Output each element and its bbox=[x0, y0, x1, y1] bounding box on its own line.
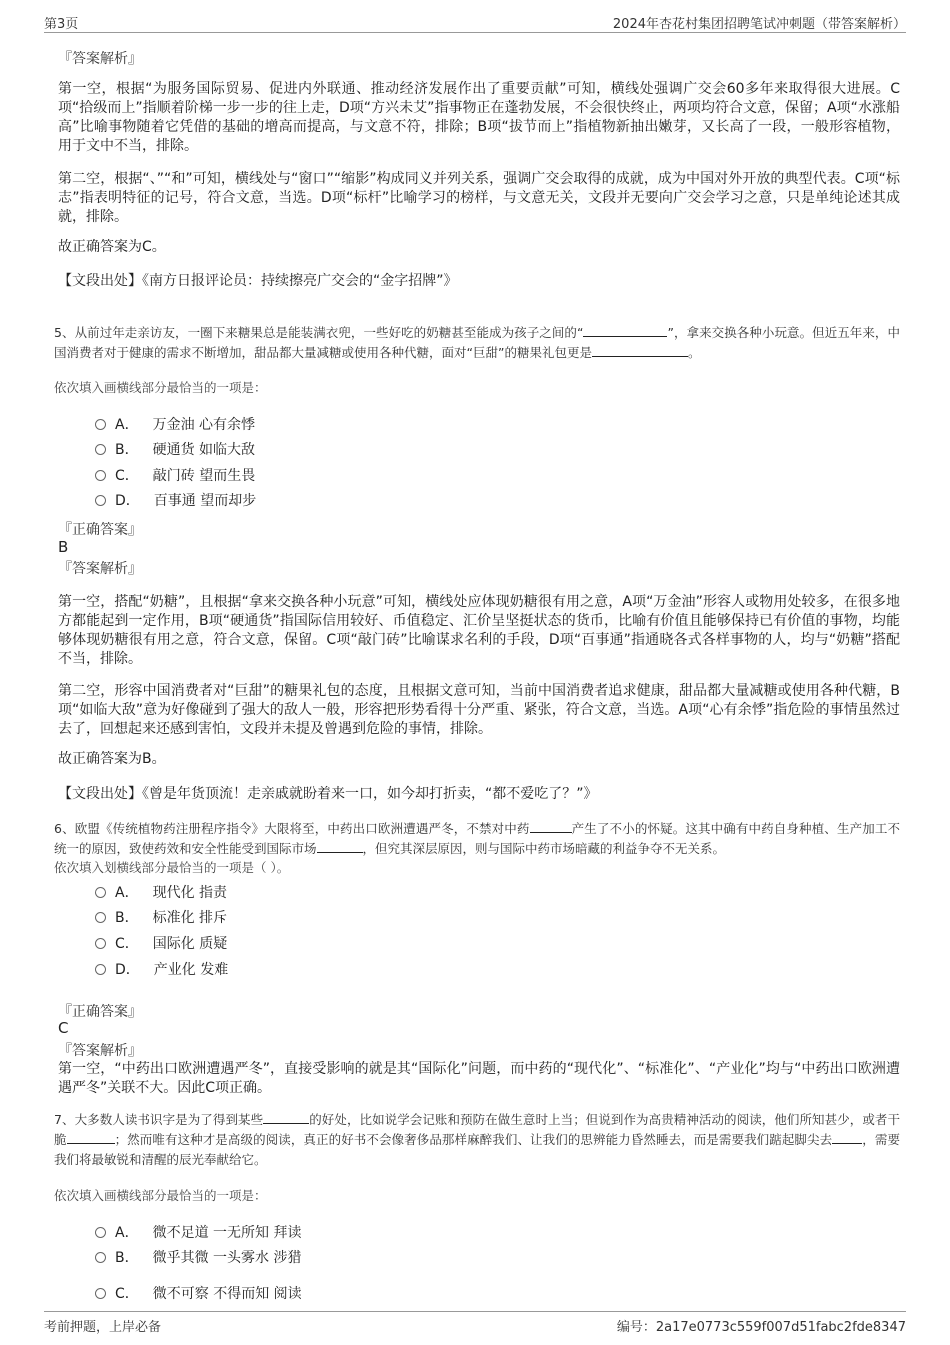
radio-icon[interactable] bbox=[95, 1288, 106, 1299]
radio-icon[interactable] bbox=[95, 1227, 106, 1238]
q7-instruction: 依次填入画横线部分最恰当的一项是： bbox=[54, 1188, 267, 1203]
q6-text-a: 6、欧盟《传统植物药注册程序指令》大限将至，中药出口欧洲遭遇严冬，不禁对中药 bbox=[54, 821, 530, 836]
radio-icon[interactable] bbox=[95, 470, 106, 481]
q6-option-c[interactable]: C． 国际化 质疑 bbox=[95, 933, 227, 953]
q7-option-c[interactable]: C． 微不可察 不得而知 阅读 bbox=[95, 1283, 302, 1303]
q6-question bbox=[54, 819, 900, 859]
radio-icon[interactable] bbox=[95, 1252, 106, 1263]
q5-text-b: ”，拿来交换各种小玩意。但近五年来，中国消费者对于健康的需求不断增加，甜品都大量减糖或使用各种代糖，面对“巨甜”的糖果礼包更是 bbox=[54, 325, 900, 360]
q5-blank-2 bbox=[592, 344, 688, 357]
q5-correct-answer: B bbox=[58, 538, 69, 556]
q5-analysis-p1: 第一空，搭配“奶糖”，且根据“拿来交换各种小玩意”可知，横线处应体现奶糖很有用之意，A项“万金油”形容人或物用处较多，在很多地方都能起到一定作用，B项“硬通货”指国际信用较好、币值稳定、汇价呈坚挺状态的货币，比喻有价值且能够保持已有价值的事物，均能够体现奶糖很有用之意，符合文意，保留。C项“敲门砖”比喻谋求名利的手段，D项“百事通”指通晓各式各样事物的人，均与“奶糖”搭配不当，排除。 bbox=[58, 594, 900, 667]
radio-icon[interactable] bbox=[95, 912, 106, 923]
q5-option-c[interactable]: C． 敲门砖 望而生畏 bbox=[95, 465, 255, 485]
q5-text-c: 。 bbox=[687, 345, 701, 360]
page-footer bbox=[44, 1311, 906, 1334]
q5-analysis-p2: 第二空，形容中国消费者对“巨甜”的糖果礼包的态度，且根据文意可知，当前中国消费者追求健康，甜品都大量减糖或使用各种代糖，B项“如临大敌”意为好像碰到了强大的敌人一般，形容把形势看得十分严重、紧张，符合文意，当选。A项“心有余悸”指危险的事情虽然过去了，回想起来还感到害怕，文段并未提及曾遇到危险的事情，排除。 bbox=[58, 683, 900, 737]
q6-blank-2 bbox=[317, 840, 363, 853]
q7-option-a[interactable]: A． 微不足道 一无所知 拜读 bbox=[95, 1222, 301, 1242]
q4-source: 【文段出处】《南方日报评论员：持续擦亮广交会的“金字招牌”》 bbox=[58, 273, 458, 289]
q7-blank-1 bbox=[263, 1111, 309, 1124]
q6-blank-1 bbox=[530, 820, 572, 833]
q7-text-b: 的好处，比如说学会记账和预防在做生意时上当；但说到作为高贵精神活动的阅读，他们所知甚少，或者干脆 bbox=[54, 1112, 900, 1147]
q5-conclusion: 故正确答案为B。 bbox=[58, 751, 166, 767]
document-title: 2024年杏花村集团招聘笔试冲刺题（带答案解析） bbox=[612, 17, 906, 32]
q4-analysis-p2: 第二空，根据“、”“和”可知，横线处与“窗口”“缩影”构成同义并列关系，强调广交会取得的成就，成为中国对外开放的典型代表。C项“标志”指表明特征的记号，符合文意，当选。D项“标杆”比喻学习的榜样，与文意无关，文段并无要向广交会学习之意，只是单纯论述其成就，排除。 bbox=[58, 171, 900, 225]
q6-option-b[interactable]: B． 标准化 排斥 bbox=[95, 907, 227, 927]
radio-icon[interactable] bbox=[95, 964, 106, 975]
q6-analysis-p1: 第一空，“中药出口欧洲遭遇严冬”，直接受影响的就是其“国际化”问题，而中药的“现代化”、“标准化”、“产业化”均与“中药出口欧洲遭遇严冬”关联不大。因此C项正确。 bbox=[58, 1061, 900, 1096]
radio-icon[interactable] bbox=[95, 419, 106, 430]
q6-analysis-title: 『答案解析』 bbox=[58, 1043, 142, 1059]
footer-slogan: 考前押题，上岸必备 bbox=[44, 1320, 162, 1335]
q5-option-d[interactable]: D． 百事通 望而却步 bbox=[95, 490, 256, 510]
q5-correct-title: 『正确答案』 bbox=[58, 522, 142, 538]
q5-instruction: 依次填入画横线部分最恰当的一项是： bbox=[54, 380, 267, 395]
radio-icon[interactable] bbox=[95, 887, 106, 898]
q7-text-a: 7、大多数人读书识字是为了得到某些 bbox=[54, 1112, 264, 1127]
q6-instruction: 依次填入划横线部分最恰当的一项是（ ）。 bbox=[54, 860, 290, 875]
q4-analysis-p1: 第一空，根据“为服务国际贸易、促进内外联通、推动经济发展作出了重要贡献”可知，横线处强调广交会60多年来取得很大进展。C项“拾级而上”指顺着阶梯一步一步的往上走，D项“方兴未艾”指事物正在蓬勃发展，不会很快终止，两项均符合文意，保留；A项“水涨船高”比喻事物随着它凭借的基础的增高而提高，与文意不符，排除；B项“拔节而上”指植物新抽出嫩芽，又长高了一段，一般形容植物，用于文中不当，排除。 bbox=[58, 81, 900, 154]
q4-analysis-title: 『答案解析』 bbox=[58, 51, 142, 67]
q6-option-d[interactable]: D． 产业化 发难 bbox=[95, 959, 228, 979]
q6-correct-answer: C bbox=[58, 1019, 69, 1037]
page-header bbox=[44, 10, 906, 33]
q5-option-b[interactable]: B． 硬通货 如临大敌 bbox=[95, 439, 255, 459]
q7-blank-2 bbox=[67, 1131, 115, 1144]
q5-text-a: 5、从前过年走亲访友，一圈下来糖果总是能装满衣兜，一些好吃的奶糖甚至能成为孩子之间的“ bbox=[54, 325, 584, 340]
radio-icon[interactable] bbox=[95, 444, 106, 455]
q6-text-c: ，但究其深层原因，则与国际中药市场暗藏的利益争夺不无关系。 bbox=[362, 841, 726, 856]
q5-question bbox=[54, 323, 900, 363]
q7-question bbox=[54, 1110, 900, 1170]
q5-source: 【文段出处】《曾是年货顶流！走亲戚就盼着来一口，如今却打折卖，“都不爱吃了？”》 bbox=[58, 786, 598, 802]
q7-option-b[interactable]: B． 微乎其微 一头雾水 涉猎 bbox=[95, 1247, 302, 1267]
q5-analysis-title: 『答案解析』 bbox=[58, 561, 142, 577]
radio-icon[interactable] bbox=[95, 938, 106, 949]
q6-correct-title: 『正确答案』 bbox=[58, 1004, 142, 1020]
q7-text-c: ；然而唯有这种才是高级的阅读，真正的好书不会像奢侈品那样麻醉我们、让我们的思辨能力昏然睡去，而是需要我们踮起脚尖去 bbox=[114, 1132, 833, 1147]
q6-option-a[interactable]: A． 现代化 指责 bbox=[95, 882, 227, 902]
document-id: 编号：2a17e0773c559f007d51fabc2fde8347 bbox=[616, 1320, 906, 1335]
q5-blank-1 bbox=[583, 324, 667, 337]
radio-icon[interactable] bbox=[95, 495, 106, 506]
q5-option-a[interactable]: A． 万金油 心有余悸 bbox=[95, 414, 255, 434]
page-number: 第3页 bbox=[44, 17, 79, 32]
q4-conclusion: 故正确答案为C。 bbox=[58, 239, 166, 255]
q7-text-d: ，需要我们将最敏锐和清醒的辰光奉献给它。 bbox=[54, 1132, 900, 1167]
q7-blank-3 bbox=[832, 1131, 862, 1144]
q6-text-b: 产生了不小的怀疑。这其中确有中药自身种植、生产加工不统一的原因，致使药效和安全性能受到国际市场 bbox=[54, 821, 900, 856]
